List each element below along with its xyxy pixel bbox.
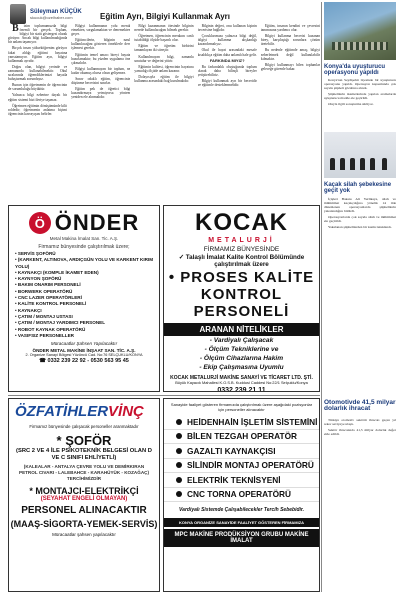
paragraph: izim toplumumuzda bilgi önemli bir gerçek. Toplum, bilgiyi bir statü göstergesi olarak görüyor. Ancak bilgi kullanılmadığında bir anlam taşımıyor. (8, 24, 68, 45)
qualification-item: - Ölçüm Cihazlarına Hakim (199, 355, 284, 362)
column-divider (321, 2, 322, 592)
article-column-2 (71, 24, 130, 202)
job-item (164, 444, 319, 459)
kocak-headline: • PROSES KALİTE (168, 269, 315, 286)
kocak-sub: METALURJİ (208, 237, 275, 244)
dropcap: B (12, 24, 19, 34)
ad-onder (8, 205, 160, 392)
onder-subtitle: Metal Makina İmalat San. Tic. A.Ş. (49, 236, 119, 241)
kocak-bullet: ✓ Talaşlı İmalat Kalite Kontrol Bölümünde çalıştırılmak üzere (178, 254, 305, 268)
paragraph: Bilgi kazanmanın ötesinde bilginin nerede kullanılacağını bilmek gerekir. (134, 24, 194, 33)
paragraph: Bilgiyi kullanma becerisi kazanan birey, karşılaştığı sorunlara çözüm üretebilir. (260, 34, 321, 47)
story-body (324, 78, 396, 130)
story-title: Otomotivde 41,5 milyar dolarlık ihracat (324, 399, 396, 412)
onder-company: ÖNDER METAL MAKİNE İNŞAAT SAN. TİC. A.Ş. (32, 348, 136, 354)
news-photo-drug-operation (324, 2, 396, 60)
ozfatihler-routes: (KALEALAR - ANTALYA ÇEVRE YOLU VE DEMİRKIRAN PETROL CIVARI - LALEBAHCE - KARAHÜYÜK - KOZAĞAÇ) TERCİHİMİZDİR (19, 464, 149, 481)
story-title: Kaçak silah şebekesine geçit yok (324, 182, 392, 194)
paragraph: Bilgiyi kullanmanın yolu merak etmekten, sorgulamaktan ve denemekten geçer. (71, 24, 131, 37)
paragraph: Türkiye otomotiv sektörü ihracatı geçen yıl rekor seviyeye ulaştı. (324, 418, 396, 426)
bullet-icon (176, 448, 182, 454)
paragraph: Yalnızca bilgi ezberine dayalı bir eğitim sistemi bizi ileriye taşımaz. (8, 93, 68, 102)
paragraph: Konya'nın Seydişehir ilçesinde bir uyuşturucu operasyonu yapıldı. Operasyon kapsamında çok sayıda şüpheli gözaltına alındı. (324, 78, 396, 90)
paragraph: Bilgiyi kullanmayı bilen toplumlar geleceğe güvenle bakar. (260, 62, 321, 71)
section-divider (8, 395, 320, 396)
article-column-1 (8, 24, 67, 202)
story-body (324, 418, 396, 590)
ozfatihler-contact: Müracaatlar şahsen yapılacaktır (52, 532, 116, 537)
jobs-note: Vardiyalı Sistemde Çalışabilecekler Tercih Sebebidir. (179, 507, 304, 513)
ozfatihler-montajci-title: * MONTAJCI-ELEKTRİKÇİ (29, 486, 139, 496)
paragraph: Dolayısıyla eğitim ile bilgiyi kullanma arasındaki bağ kurulmalıdır. (134, 74, 194, 84)
paragraph: Eğitimin temel amacı bireyi hayata hazırlamaktır; bu yüzden uygulama öne çıkmalıdır. (71, 52, 131, 65)
job-item-label: GAZALTI KAYNAKÇISI (187, 445, 276, 456)
article-headline: Eğitim Ayrı, Bilgiyi Kullanmak Ayrı (100, 12, 230, 21)
ad-kocak (163, 205, 320, 392)
paragraph: Olayla ilgili soruşturma sürüyor. (328, 102, 374, 106)
qualification-item: - Ekip Çalışmasına Uyumlu (199, 364, 284, 371)
article-column-3 (134, 24, 193, 202)
onder-brand: ÖNDER (54, 210, 140, 235)
onder-intro: Firmamız bünyesinde çalıştırılmak üzere; (38, 244, 130, 250)
onder-logo (9, 210, 159, 236)
onder-positions (9, 251, 159, 339)
paragraph: Birçok insan yükseköğrenim görüyor fakat aldığı eğitimi hayatına yansıtamıyor. Eğitim ayrı, bilgiyi kullanmak ayrıdır. (8, 46, 68, 63)
position-item: • BORWERK OPERATÖRÜ (9, 289, 159, 295)
position-item: • KALİTE KONTROL PERSONELİ (9, 301, 159, 307)
ozfatihler-intro: Firmamız bünyesinde çalışacak personeller aranmaktadır (29, 424, 139, 429)
kocak-headline: PERSONELİ (193, 303, 290, 320)
paragraph: Eğitim, insanın kendini ve çevresini tanımasına yardımcı olur. (260, 24, 321, 33)
paragraph: Şüphelilerin ikametlerinde yapılan aramalarda uyuşturucu madde ele geçirildi. (324, 92, 396, 100)
paragraph: Kullanılmayan bilgi, zamanla unutulur ve değerini yitirir. (134, 54, 194, 63)
paragraph: Sektör ihracatında 41,5 milyar dolarlık değer elde edildi. (324, 428, 396, 436)
paragraph: Operasyonlarda çok sayıda silah ve mühimmat ele geçirildi. (324, 215, 396, 223)
paragraph: Öğretmen, öğrencinin merakını canlı tutabildiği ölçüde başarılı olur. (134, 34, 194, 43)
position-item: • ÇATIM / MONTAJ YARDIMCI PERSONEL (9, 320, 159, 326)
paragraph: Eğitim ve öğretim birbirini tamamlayan iki süreçtir. (134, 44, 194, 53)
kocak-requirements-bar: ARANAN NİTELİKLER (164, 323, 319, 336)
paragraph: İçişleri Bakanı Ali Yerlikaya, silah ve mühimmat kaçakçılığına yönelik 14 ilde düzenlenen operasyonlarda şüphelilerin yakalandığını bildirdi. (324, 197, 396, 213)
author-email: skucuk@ozelhaber.com (30, 14, 73, 20)
paragraph: Eğitim pek de öğretici bilgi kazandırmaya yetmiyorsa yöntem yeniden ele alınmalıdır. (71, 87, 131, 100)
paragraph: Çocuklarımıza yalnızca bilgi değil, bilgiyi kullanma alışkanlığı kazandırmalıyız. (197, 34, 257, 47)
ozfatihler-brand-accent: VİNÇ (108, 403, 144, 420)
article-column-4 (198, 24, 257, 202)
paragraph: Bilgiyi kullanmayan bir toplum, ne kadar okumuş olursa olsun gelişemez. (71, 66, 131, 75)
kocak-address: Büyük Kayacık Mahallesi K.O.S.B. Kuddusi Caddesi No:22/1 Selçuklu/Konya (175, 380, 308, 385)
paragraph: Eğitimcilerin, bilginin nasıl kullanılacağını gösteren örneklerle ders işlemesi gerekir. (71, 38, 131, 51)
position-item: • KAYNYON ŞOFÖRÜ (9, 276, 159, 282)
kocak-company: KOCAK METALURJİ MAKİNE SANAYİ VE TİCARET LTD. ŞTİ. (170, 375, 313, 381)
qualification-item: - Vardiyalı Çalışacak (209, 337, 274, 344)
job-item-label: CNC TORNA OPERATÖRÜ (187, 489, 292, 500)
position-item: • ROBOT KAYNAK OPERATÖRÜ (9, 327, 159, 333)
job-item-label: SİLİNDİR MONTAJ OPERATÖRÜ (187, 460, 314, 471)
paragraph: Sınav odaklı eğitim, öğrencinin düşünme becerisini sınırlar. (71, 77, 131, 86)
job-item-label: HEİDENHAİN İŞLETİM SİSTEMİNİ (187, 416, 318, 427)
ozfatihler-benefits: (MAAŞ-SİGORTA-YEMEK-SERVİS) (10, 519, 158, 529)
jobs-company-bar: MPC MAKİNE PRODÜKSİYON GRUBU MAKİNE İMALAT (164, 529, 319, 547)
paragraph: Bu nedenle eğitimde amaç, bilgiyi ezberletmek değil kullanılabilir kılmaktır. (260, 48, 321, 61)
position-item: • SERVİS ŞOFÖRÜ (9, 251, 159, 257)
ozfatihler-personel: PERSONEL ALINACAKTIR (21, 505, 147, 516)
kocak-brand: KOCAK (195, 209, 288, 236)
bullet-icon (176, 433, 182, 439)
jobs-header: Sanayide faaliyet gösteren firmamızda çalıştırılmak üzere aşağıdaki pozisyonlar için personeller alınacaktır (170, 402, 313, 412)
kocak-qualifications (164, 336, 319, 372)
onder-phone: ☎ 0332 239 22 92 - 0530 563 95 45 (39, 358, 129, 365)
story-body (324, 197, 396, 397)
author-name: Süleyman KÜÇÜK (30, 8, 82, 15)
paragraph: Bilgiyi kullanmak ayrı bir beceridir ve eğitimle desteklenmelidir. (197, 79, 257, 88)
job-item (164, 430, 319, 445)
position-item: • (KARKENT, ALTINOVA, ARDIÇGÜN YOLU VE KARKENT KIRIM YOLU) (9, 257, 159, 270)
bullet-icon (176, 462, 182, 468)
article-column-5 (261, 24, 320, 202)
position-item: • KAYNAKÇI (KOMPLE İKAMET EDEN) (9, 270, 159, 276)
story-title: Konya'da uyuşturucu operasyonu yapıldı (324, 64, 386, 76)
paragraph: Bunun için öğretmenin de öğrencinin de sorumluluğu büyüktür. (8, 83, 68, 92)
ozfatihler-driver-title: * ŞOFÖR (56, 433, 112, 448)
position-item: • ÇATIM / MONTAJ USTASI (9, 314, 159, 320)
bullet-icon (176, 419, 182, 425)
job-item (164, 415, 319, 430)
bullet-icon (176, 491, 182, 497)
position-item: • KAYNAKÇI (9, 308, 159, 314)
onder-logo-mark: Ö (29, 212, 51, 234)
position-item: • CNC LAZER OPERATÖRLERİ (9, 295, 159, 301)
paragraph: Bilginin değeri, onu kullanan kişinin becerisine bağlıdır. (197, 24, 257, 33)
article-subheading: FARKINDA MIYIZ? (209, 57, 245, 63)
onder-note: Müracaatlar Şahsen Yapılacaktır (50, 341, 118, 347)
kocak-phone: 0332 239 21 11 (217, 386, 266, 392)
job-item-label: ELEKTRİK TEKNİSYENİ (187, 474, 281, 485)
kocak-headline: KONTROL (200, 286, 283, 303)
ozfatihler-driver-detail: (SRC 2 VE 4 İLE PSİKOTEKNİK BELGESİ OLAN D VE C SINIFI EHLİYETLİ) (16, 448, 152, 461)
paragraph: Doğru olan, bilgiyi yerinde ve zamanında kullanabilmektir. Okul sıralarında öğrendiklerimizi hayatla buluşturmak zorundayız. (8, 64, 68, 82)
news-photo-seized-weapons (324, 132, 396, 178)
kocak-logo (164, 209, 319, 237)
job-item-label: BİLEN TEZGAH OPERATÖR (187, 431, 298, 442)
qualification-item: - Ölçüm Tekniklerine ve (204, 346, 279, 353)
ad-jobs (163, 398, 320, 592)
jobs-list (164, 415, 319, 502)
job-item (164, 473, 319, 488)
ozfatihler-brand: ÖZFATİHLER (15, 403, 109, 420)
job-item (164, 488, 319, 503)
paragraph: Okul ile hayat arasındaki mesafe kısaldıkça eğitim daha anlamlı hale gelir. (197, 48, 257, 57)
ad-ozfatihler (8, 398, 160, 592)
position-item: • VASIFSIZ PERSONELLER (9, 333, 159, 339)
author-photo (10, 4, 26, 24)
article-body (8, 24, 320, 202)
paragraph: Bu farkındalık oluştuğunda toplum olarak daha bilinçli bireyler yetiştirebiliriz. (197, 64, 257, 77)
jobs-footer-bar: KONYA ORGANİZE SANAYİDE FAALİYET GÖSTEREN FİRMAMIZA (164, 518, 319, 527)
ozfatihler-montajci-detail: (SEYAHAT ENGELİ OLMAYAN) (40, 496, 128, 502)
ozfatihler-logo (9, 399, 159, 420)
position-item: • BAKIM ONARIM PERSONELİ (9, 282, 159, 288)
onder-address: 2. Organize Sanayi Bölgesi Yüzüncü Cad. No:76 SELÇUKLU/KONYA (25, 353, 143, 358)
job-item (164, 459, 319, 474)
paragraph: Yakalanan şüphelilerden bir kısmı tutuklandı. (328, 225, 392, 229)
paragraph: Eğitimin kalitesi, öğrencinin hayatına yansıdığı ölçüde anlam kazanır. (134, 64, 194, 73)
bullet-icon (176, 477, 182, 483)
paragraph: Öğretmen eğitimin dönüşümünde kilit roldedir; öğretmenin anlatma biçimi öğrencinin kavrayışını belirler. (8, 103, 68, 116)
kocak-intro: FİRMAMIZ BÜNYESİNDE (203, 246, 280, 253)
